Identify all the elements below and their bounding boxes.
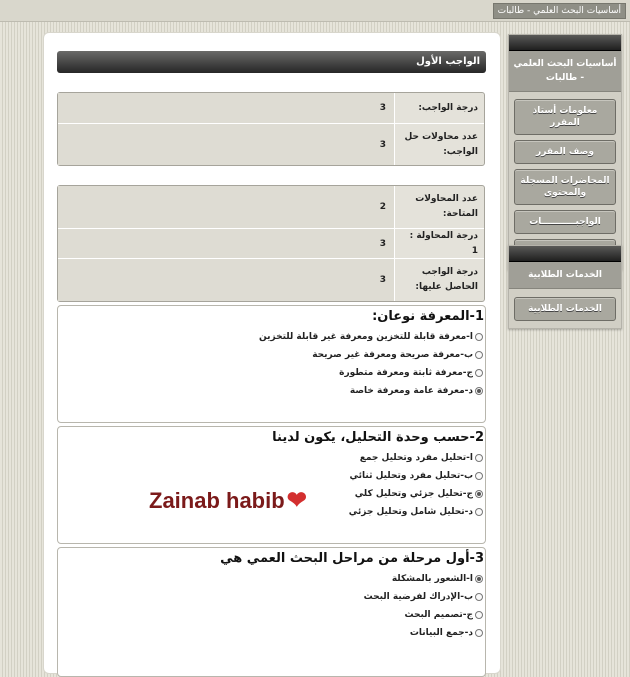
course-menu — [508, 34, 622, 270]
info-label: عدد محاولات حل الواجب: — [394, 124, 484, 165]
info-value: 3 — [58, 124, 394, 165]
answer-option[interactable] — [349, 505, 483, 518]
breadcrumb[interactable]: أساسيات البحث العلمي - طالبات — [493, 3, 626, 19]
info-label: درجة الواجب الحاصل عليها: — [394, 259, 484, 301]
top-bar — [0, 0, 630, 22]
radio-button[interactable] — [475, 387, 483, 395]
answer-option[interactable] — [355, 487, 483, 500]
answer-option[interactable] — [312, 348, 483, 361]
info-label: درجة الواجب: — [394, 93, 484, 123]
radio-button[interactable] — [475, 490, 483, 498]
option-label: ج-تحليل جزئي وتحليل كلي — [354, 488, 473, 499]
option-label: ا-تحليل مفرد وتحليل جمع — [359, 452, 473, 463]
sidebar-item-student-services[interactable]: الخدمات الطلابية — [514, 297, 616, 321]
radio-button[interactable] — [475, 472, 483, 480]
info-value: 3 — [58, 93, 394, 123]
info-value: 3 — [58, 229, 394, 258]
answer-option[interactable] — [259, 330, 483, 343]
answer-option[interactable] — [350, 469, 483, 482]
radio-button[interactable] — [475, 593, 483, 601]
radio-button[interactable] — [475, 369, 483, 377]
question-text: 2-حسب وحدة التحليل، يكون لدينا — [272, 430, 484, 445]
info-row — [58, 229, 484, 259]
heart-icon: ❤ — [286, 487, 307, 514]
info-row — [58, 186, 484, 229]
services-menu — [508, 245, 622, 329]
radio-button[interactable] — [475, 351, 483, 359]
radio-button[interactable] — [475, 333, 483, 341]
info-row — [58, 259, 484, 301]
services-title: الخدمات الطلابية — [509, 262, 621, 289]
sidebar-item-assignments[interactable]: الواجبـــــــــــات — [514, 210, 616, 234]
radio-button[interactable] — [475, 629, 483, 637]
answer-option[interactable] — [392, 572, 483, 585]
course-menu-header — [509, 35, 621, 51]
page-title: الواجب الأول — [57, 51, 486, 73]
info-value: 3 — [58, 259, 394, 301]
question-card — [57, 426, 486, 544]
question-text: 3-أول مرحلة من مراحل البحث العمي هي — [220, 551, 484, 566]
answer-option[interactable] — [339, 366, 483, 379]
answer-option[interactable] — [410, 626, 483, 639]
info-label: درجة المحاولة : 1 — [394, 229, 484, 258]
option-label: ب-معرفة صريحة ومعرفة غير صريحة — [312, 349, 473, 360]
sidebar-item-recorded-lectures[interactable]: المحاضرات المسجلة والمحتوى — [514, 169, 616, 205]
sidebar-item-course-description[interactable]: وصف المقرر — [514, 140, 616, 164]
answer-option[interactable] — [404, 608, 483, 621]
sidebar-item-instructor-info[interactable]: معلومات أستاذ المقرر — [514, 99, 616, 135]
radio-button[interactable] — [475, 575, 483, 583]
option-label: ب-تحليل مفرد وتحليل ثنائي — [349, 470, 473, 481]
question-card — [57, 547, 486, 677]
answer-option[interactable] — [364, 590, 483, 603]
watermark — [149, 486, 307, 515]
info-value: 2 — [58, 186, 394, 228]
answer-option[interactable] — [360, 451, 483, 464]
info-label: عدد المحاولات المتاحة: — [394, 186, 484, 228]
option-label: ا-الشعور بالمشكلة — [391, 573, 473, 584]
radio-button[interactable] — [475, 508, 483, 516]
assignment-info-table — [57, 92, 485, 166]
watermark-text: Zainab habib — [149, 487, 285, 513]
radio-button[interactable] — [475, 611, 483, 619]
info-row — [58, 93, 484, 124]
option-label: ب-الإدراك لفرضية البحث — [363, 591, 473, 602]
attempts-info-table — [57, 185, 485, 302]
course-title: أساسيات البحث العلمي - طالبات — [509, 51, 621, 92]
question-text: 1-المعرفة نوعان: — [372, 309, 484, 324]
radio-button[interactable] — [475, 454, 483, 462]
option-label: ج-تصميم البحث — [404, 609, 473, 620]
question-card — [57, 305, 486, 423]
option-label: ج-معرفة ثابتة ومعرفة متطورة — [339, 367, 473, 378]
info-row — [58, 124, 484, 165]
option-label: د-معرفة عامة ومعرفة خاصة — [349, 385, 473, 396]
answer-option[interactable] — [350, 384, 483, 397]
services-menu-header — [509, 246, 621, 262]
option-label: ا-معرفة قابلة للتخزين ومعرفة غير قابلة للتخزين — [259, 331, 473, 342]
main-panel — [43, 32, 501, 674]
option-label: د-جمع البيانات — [409, 627, 473, 638]
option-label: د-تحليل شامل وتحليل جزئي — [348, 506, 473, 517]
